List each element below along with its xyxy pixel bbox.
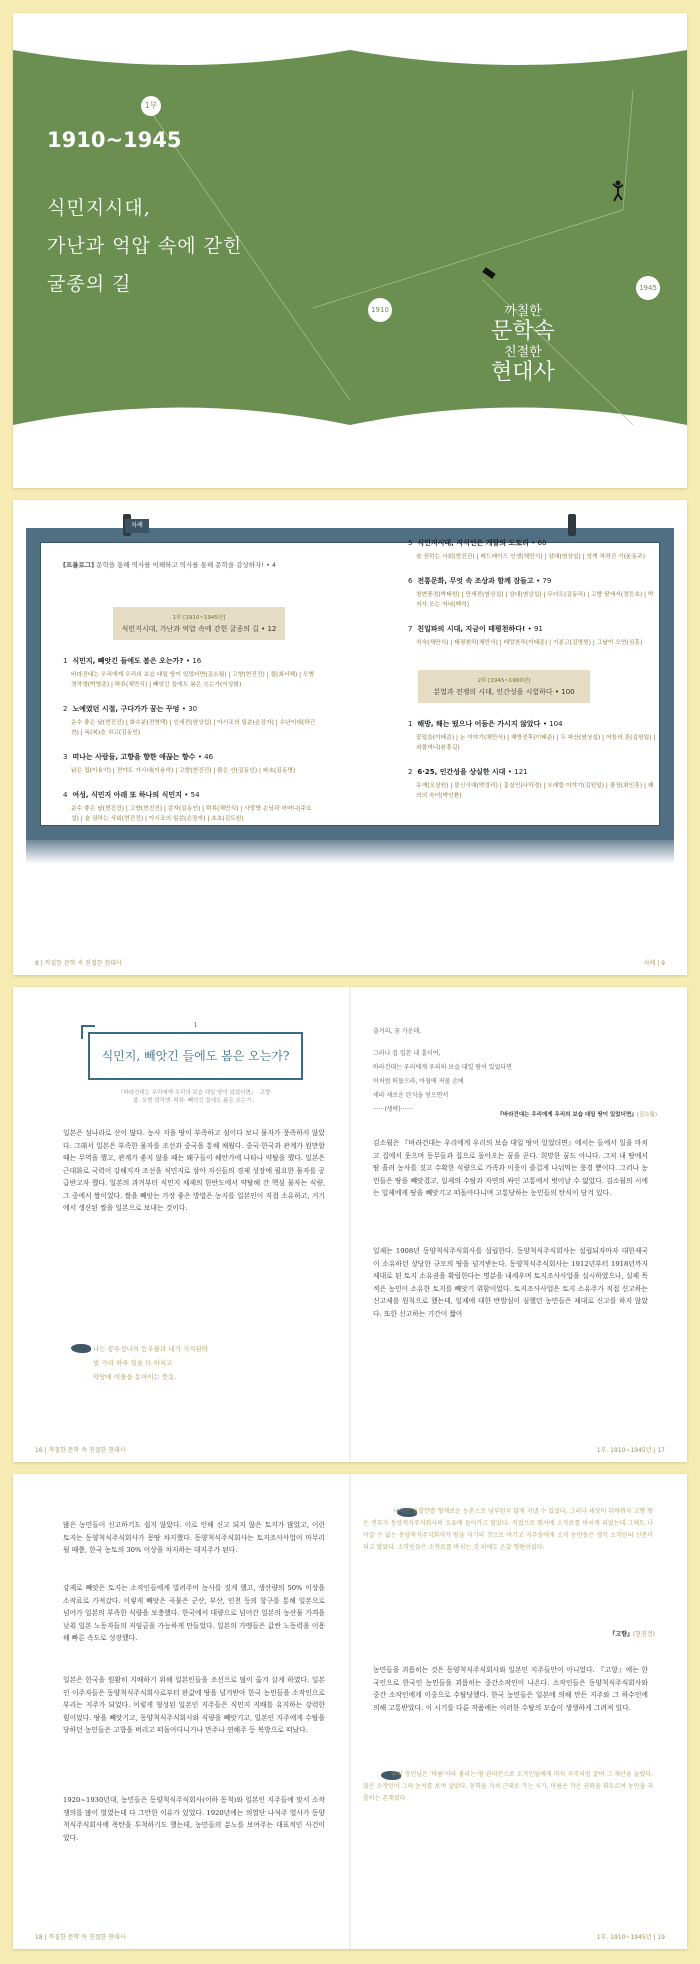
toc-item[interactable] — [63, 790, 318, 824]
prologue-label: 프롤로그 — [65, 561, 92, 569]
frame-shadow — [26, 840, 674, 864]
toc-title: 6·25, 인간성을 상실한 시대 — [417, 768, 506, 776]
toc-works: 천변풍경(박태원) | 만세전(염상섭) | 삼대(염상섭) | 무녀도(김동리) | 고향 팥에서(정등호) | 박지사 오는 저녁(백석) — [416, 592, 654, 608]
text-spread — [13, 1474, 687, 1949]
poem-line: 새라 새로운 탄식을 얻으면서 — [373, 1092, 449, 1099]
side-note: 우리 장인님은 '마름'이라 불리는 땅 관리인으로 소작인들에게 마치 지주처럼 굴며 그 재산을 늘렸다. 많은 소작인이 그의 눈치를 보며 살았다. 동학을 거쳐 근대로 가는 시기, 마름은 작은 권력을 휘두르며 농민을 괴롭히는 존재였다. — [363, 1771, 653, 1802]
toc-title: 떠나는 사람들, 고향을 향한 애끊는 향수 — [72, 753, 196, 761]
toc-prologue[interactable]: [프롤로그] 문학을 통해 역사를 이해하고 역사를 통해 문학을 감상하자! • 4 — [63, 561, 277, 569]
book-title-word: 까칠한 — [504, 304, 542, 319]
folio-left: 8 | 까칠한 문학 속 친절한 현대사 — [35, 960, 122, 967]
toc-page: • 121 — [507, 768, 528, 776]
toc-title: 친일파의 시대, 지금이 태평천하다! — [417, 625, 526, 633]
toc-part1-box — [113, 607, 285, 640]
body-paragraph: 김소월은 『바라건대는 우리에게 우리의 보습 대일 땅이 있었더면』에서는 들에서 일을 마치고 집에서 웃으며 동무들과 집으로 돌아오는 꿈을 꾼다. 희망한 꿈도 아니다. 그저 내 땅에서 땀 흘려 농사를 짓고 수확한 식량으로 가족과 이웃이 즐겁게 나눠먹는 풍경 뿐이다. 그러나 농민들은 땅을 빼앗겼고, 일제의 수탈과 자연의 싸인 고통에서 벗어날 수 없었다. 김소월의 시에는 일제에게 땅을 빼앗기고 떠돌아다니며 고통당하는 농민들의 탄식이 담겨 있다. — [373, 1139, 648, 1197]
toc-works: 운수 좋은 날(현진건) | 고향(현진건) | 감자(김동인) | 탁류(채만식) | 사랑방 손님과 어머니(주요섭) | 술 권하는 사회(현진건) | 아시조의 일쑨(손장자) | 초초(김도원) — [71, 806, 312, 822]
part-opener-spread — [13, 13, 687, 488]
note-source-title: 『고향』 — [609, 1631, 633, 1638]
body-paragraph: 많은 농민들이 신고하기도 쉽지 않았다. 이로 인해 신고 되지 않은 토지가 많았고, 이런 토지는 동양척식주식회사가 몽땅 차지했다. 동양척식주식회사는 토지조사사업이 마무리 될 때쯤, 한국 농토의 30% 이상을 차지하는 대지주가 된다. — [63, 1521, 325, 1554]
part1-title: 식민지시대, 가난과 억압 속에 갇힌 굴종의 길 • 12 — [121, 625, 277, 633]
toc-works: 운수 좋은 날(현진건) | 화수분(전영택) | 인세전(염상섭) | 아시조의 일쑨(손장자) | 수난이대(하근찬) | 독(복)을 치고(김동인) — [71, 720, 316, 736]
toc-num: 7 — [408, 625, 413, 633]
side-note-line: 약땅에 여물을 동아이는 뜻동. — [93, 1373, 177, 1381]
toc-item[interactable] — [408, 719, 658, 753]
body-paragraph: 일본은 한국을 원활히 지배하기 위해 일본인들을 조선으로 많이 옮겨 살게 하였다. 일본인 이주자들은 동양척식주식회사로부터 판값에 땅을 넘겨받아 한국 농민들을 소작인으로 부리는 지주가 되었다. 이렇게 형성된 일본인 지주들은 식민지 지배를 유지하는 강력한 힘이었다. 땅을 빼앗기고, 동양척식주식회사와 식량을 빼앗기고, 일본인 지주에게 수탈을 당하던 농민들은 고향을 버리고 떠돌아다니거나 만주나 연해주 등 북방으로 떠났다. — [63, 1676, 325, 1734]
toc-item[interactable] — [408, 538, 658, 562]
part2-years: 2부 [1945~1960년] — [477, 678, 531, 684]
poem-source — [497, 1110, 657, 1118]
toc-spread — [13, 500, 687, 975]
chapter-number: 1 — [193, 1022, 198, 1029]
part-number-badge: 1부 — [141, 96, 161, 116]
poem-source-title: 『바라건대는 우리에게 우리의 보습 대일 땅이 있었더면』 — [497, 1112, 637, 1118]
side-note-line: 빌 가리 하루 일을 다 하지고 — [93, 1359, 173, 1367]
chapter-title-box — [88, 1022, 303, 1080]
gutter — [349, 1474, 351, 1949]
part-years: 1910~1945 — [47, 128, 182, 152]
toc-num: 1 — [63, 657, 68, 665]
part2-title: 분열과 전쟁의 시대, 인간성을 시험하다 • 100 — [433, 688, 575, 696]
book-title — [491, 303, 555, 385]
toc-title: 전통문화, 무엇 속 조상과 함께 잠들고 — [417, 577, 534, 585]
toc-num: 6 — [408, 577, 413, 585]
book-title-word: 현대사 — [491, 360, 555, 385]
toc-num: 4 — [63, 791, 68, 799]
folio-left: 18 | 까칠한 문학 속 친절한 현대사 — [35, 1934, 126, 1941]
side-note — [93, 1342, 208, 1384]
folio-right: 1부. 1910~1945년 | 19 — [596, 1934, 665, 1941]
toc-works: 꽃잎을(이태준) | 논 이야기(채만식) | 해방전후(이태준) | 두 파산(염상섭) | 어둠의 혼(김원일) | 외할머니(윤흥길) — [416, 735, 656, 751]
poem-line: 그러나 집 일본 내 홈이여, — [373, 1050, 441, 1057]
toc-num: 5 — [408, 539, 413, 547]
toc-page: • 66 — [531, 539, 547, 547]
chapter-spread — [13, 987, 687, 1462]
poem-line: 이처럼 떠돌으라, 아침에 저물 손에 — [373, 1078, 464, 1085]
toc-title: 식민지, 빼앗긴 들에도 봄은 오는가? — [72, 657, 184, 665]
toc-page: • 104 — [542, 720, 563, 728]
toc-page: • 46 — [197, 753, 214, 761]
side-note-line: 나는 몽우정나의 등우물과 내가 거지된와 — [93, 1345, 209, 1353]
part-title-line-3: 굴종의 길 — [47, 273, 132, 295]
toc-title: 식민지시대, 지식인은 개발의 도토리 — [417, 539, 529, 547]
toc-page: • 30 — [181, 705, 198, 713]
toc-num: 1 — [408, 720, 413, 728]
body-paragraph: 일본은 섬나라로 산이 많다. 농사 지을 땅이 부족하고 섬이다 보니 물자가 풍족하지 않았다. 그래서 일본은 부족한 물자를 조선과 중국을 통해 채웠다. 중국·한국과 관계가 원만할 때는 무역을 했고, 관계가 좋지 않을 때는 왜구들이 해안가에 나타나 약탈을 했다. 일본은 근대화로 국력이 강해지자 조선을 식민지로 삼아 자신들의 경제 성장에 필요한 물자를 공급받고자 했다. 일본의 과거부터 식민지 체제의 한반도에서 약탈해 간 핵심 물자는 식량, 그 중에서 쌀이었다. 쌀을 빼앗는 가장 좋은 방법은 농지를 일본인이 직접 소유하고, 거기에서 생산된 쌀을 일본으로 보내는 것이다. — [63, 1129, 325, 1212]
quote-note: 낙이는 옷할깐밥 형제로운 농촌으로 남부린치 않게 지낼 수 있었다. 그러나 세상이 뒤바뀌자 고향 땅은 전부가 동양척식주식회사의 소유에 들어가고 말았다. 직접으로 회사에 소작료를 바치게 되었는데 그해도 나아갈 수 없는 동양척식주식회사가 땅을 자기의 것으로 여기고 지주들에게 소작 농민들은 생각 소작인의 신분이 되고 말았다. 소작인들은 소작료를 바치는 것 외에도 온갖 형편이었다. — [363, 1508, 653, 1551]
toc-page: • 79 — [536, 577, 552, 585]
toc-title: 여성, 식민지 아래 또 하나의 식민지 — [72, 791, 182, 799]
toc-right-column — [408, 538, 658, 815]
toc-num: 2 — [408, 768, 413, 776]
body-paragraph: 강제로 빼앗은 토지는 소작인들에게 빌려주어 농사를 짓게 했고, 생산량의 50% 이상을 소작료로 가져갔다. 이렇게 빼앗은 곡물은 군산, 부산, 인천 등의 항구를 통해 일본으로 넘어가 일본의 부족한 식량을 보충했다. 한국에서 대량으로 넘어간 일본의 농산물 가격을 낮춰 일본 노동자들의 저임금을 가능하게 만들었다. 일본의 가맹들은 값싼 노동력을 이용해 빠른 속도로 성장했다. — [63, 1584, 325, 1642]
toc-works: 술 권하는 사회(현진건) | 레드메이드 인생(채만식) | 삼대(염상섭) | 성게 차려진 시(윤동주) — [416, 554, 646, 560]
part1-years: 1부 [1910~1945년] — [172, 615, 226, 621]
body-paragraph: 일제는 1908년 동양척식주식회사를 설립한다. 동양척식주식회사는 설립되자마자 대한제국이 소유하던 상당한 규모의 땅을 넘겨받는다. 동양척식주식회사는 1912년부터 1918년까지 제대로 된 토지 소유권을 확립한다는 명분을 내세우며 토지조사사업을 실시하였으나, 실제 목적은 농민이 소유한 토지를 빼앗기 위함이었다. 토지조사사업은 토지 소유주가 직접 신고하는 신고제를 원칙으로 했는데, 일제에 대한 반발심이 심했던 농민들은 제대로 신고를 하지 않았다. 또한 신고하는 기간이 짧아 — [373, 1247, 648, 1318]
poem-source-author: (김소월) — [636, 1112, 657, 1118]
toc-part2-box — [418, 670, 590, 703]
folio-right: 차례 | 9 — [643, 960, 665, 967]
toc-page: • 91 — [527, 625, 543, 633]
toc-tab: 차례 — [125, 519, 149, 533]
body-paragraph: 농민들을 괴롭히는 것은 동양척식주식회사와 일본인 지주들만이 아니었다. 『고향』에는 한국인으로 한국인 농민들을 괴롭히는 중간소작인이 나온다. 소작인들은 동양척식주식회사와 중간 소작인에게 이중으로 수탈당했다. 한국 농민들은 일본에 의해 만든 지주와 그 하수인에 의해 고통받았다. 이 시기를 다룬 작품에는 이러한 수탈의 모습이 생생하게 그려져 있다. — [373, 1666, 648, 1712]
toc-page: • 54 — [184, 791, 200, 799]
note-source-author: (현진건) — [632, 1631, 655, 1638]
year-start-badge: 1910 — [368, 298, 392, 322]
toc-num: 2 — [63, 705, 68, 713]
poem-line: 바라건대는 우리에게 우리의 보습 대일 땅이 있었다면 — [373, 1064, 512, 1071]
toc-item[interactable] — [408, 767, 658, 801]
body-paragraph: 1920~1930년대, 농민들은 동양척식주식회사(이하 동척)와 일본인 지주들에 맞서 소작쟁의를 많이 벌였는데 다 그만한 이유가 있었다. 1920년에는 의열단 나석주 열사가 동양척식주식회사에 폭탄을 투척하기도 했는데, 농민들의 분노를 보여주는 대표적인 사건이었다. — [63, 1796, 325, 1842]
book-title-word: 문학속 — [491, 319, 555, 344]
chapter-title: 식민지, 빼앗긴 들에도 봄은 오는가? — [101, 1049, 290, 1063]
part-title-line-1: 식민지시대, — [47, 197, 151, 219]
prologue-text: 문학을 통해 역사를 이해하고 역사를 통해 문학을 감상하자! • 4 — [96, 561, 277, 569]
toc-title: 해방, 해는 떴으나 어둠은 가시지 않았다 — [417, 720, 541, 728]
clip-icon — [568, 514, 576, 536]
toc-item[interactable] — [408, 624, 658, 648]
poem-line: 출거리, 꿈 가운데. — [373, 1028, 422, 1035]
note-source — [609, 1629, 655, 1638]
chapter-works: 『바라건대는 우리에게 우리의 보습 대일 땅이 있었더면』 ·고향· 불· 모범 경작생· 탁류· 빼앗긴 들에도 봄은 오는가」 — [117, 1090, 273, 1104]
toc-item[interactable] — [63, 752, 318, 776]
toc-left-column — [63, 560, 318, 838]
toc-title: 노예였던 시절, 구다가가 꿈는 꾸엉 — [72, 705, 180, 713]
folio-left: 16 | 까칠한 문학 속 친절한 현대사 — [35, 1447, 126, 1454]
poem-line: ······(생략)······ — [373, 1106, 413, 1113]
year-end-badge: 1945 — [636, 276, 660, 300]
toc-works: 낡은 집(이용악) | 전야도 가시내(이용악) | 고향(현진건) | 붉은 산(김동인) | 파초(김동명) — [71, 768, 296, 774]
toc-item[interactable] — [408, 576, 658, 610]
gutter — [349, 987, 351, 1462]
part-title-line-2: 가난과 억압 속에 갇힌 — [47, 235, 243, 257]
folio-right: 1부. 1910~1945년 | 17 — [596, 1447, 665, 1454]
book-title-word: 친절한 — [504, 345, 542, 360]
poem-excerpt — [373, 1025, 643, 1117]
toc-works: 치숙(채만식) | 태평천하(채만식) | 레망찬투(이태준) | 거분고(김명원) | 그날이 오면(심훈) — [416, 640, 643, 646]
toc-item[interactable] — [63, 656, 318, 690]
whale-icon — [71, 1344, 91, 1353]
toc-page: • 16 — [185, 657, 202, 665]
toc-num: 3 — [63, 753, 68, 761]
toc-works: 바라건대는 우리에게 우리의 보습 대일 땅이 있었더면(김소월) | 고향(현진건) | 불(최서해) | 모범 경작생(박영준) | 탁류(채만식) | 빼앗긴 들에도 봄은 오는가(이상화) — [71, 672, 315, 688]
toc-item[interactable] — [63, 704, 318, 738]
climber-icon — [611, 180, 625, 202]
toc-works: 유예(오상원) | 불신시대(박경리) | 흉실인(나하경) | 오래뜰 이야기(김원일) | 광장(최인훈) | 쾌의의 숙녀(박인환) — [416, 783, 654, 799]
